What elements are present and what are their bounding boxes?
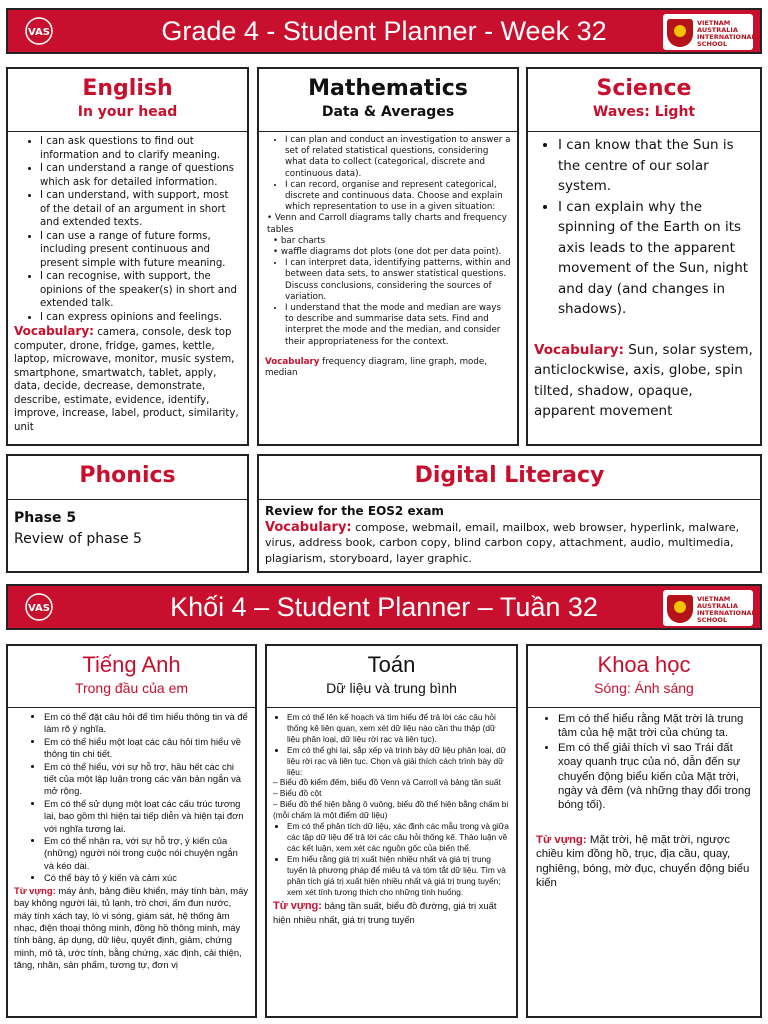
list-item: • I understand that the mode and median are ways to describe and summarise data sets. Find and interpret the mode and the median, and consider their appropriateness for the context. xyxy=(285,303,511,348)
list-item: • I can express opinions and feelings. xyxy=(40,311,241,325)
top-banner xyxy=(6,8,762,54)
science-vocab xyxy=(530,340,754,422)
digital-vocab xyxy=(265,520,754,567)
vocab-label: Từ vựng: xyxy=(14,884,56,896)
vocab-text: máy ảnh, bảng điều khiển, máy tính bàn, máy bay không người lái, tủ lạnh, trò chơi, ấm đun nước, máy tính xách tay, lò vi sóng, giám sát, hệ thống âm nhạc, điện thoại thông minh, đồng hồ thông minh, máy tính bảng, áp dụng, dữ liệu, quyết định, giảm, chứng minh, mô tả, ước tính, bằng chứng, xác định, cải thiện, tăng, nhãn, sản phẩm, tương tự, đơn vị xyxy=(14,884,249,971)
vocab-label: Vocabulary xyxy=(265,356,320,367)
vi-math-card xyxy=(265,644,518,1018)
list-item: • I can understand, with support, most of the detail of an argument in short and extended texts. xyxy=(40,189,241,230)
math-sub-item: • bar charts xyxy=(273,235,326,246)
english-vocab xyxy=(14,325,241,434)
vi-english-vocab xyxy=(14,885,249,972)
phonics-text: Review of phase 5 xyxy=(14,531,142,547)
digital-body xyxy=(259,500,760,566)
list-item: • Em có thể đặt câu hỏi để tìm hiểu thông tin và để làm rõ ý nghĩa. xyxy=(44,711,249,736)
vi-math-sub-item: – Biểu đồ kiểm đếm, biểu đồ Venn và Carroll và bảng tần suất xyxy=(273,777,501,788)
science-body xyxy=(528,132,760,422)
vi-english-subtitle: Trong đầu của em xyxy=(74,680,189,696)
phonics-header xyxy=(8,456,247,500)
crest-icon xyxy=(667,595,693,623)
vi-math-subtitle: Dữ liệu và trung bình xyxy=(326,680,457,696)
list-item: • Em có thể giải thích vì sao Trái đất xoay quanh trục của nó, dẫn đến sự chuyển động biểu kiến của Mặt trời, ngày và đêm (và những thay đổi trong bóng tối). xyxy=(558,741,754,813)
page-title: Grade 4 - Student Planner - Week 32 xyxy=(161,16,607,46)
english-list xyxy=(14,135,241,324)
math-list-2 xyxy=(265,258,511,348)
math-title: Mathematics xyxy=(308,76,468,101)
list-item: • I can record, organise and represent categorical, discrete and continuous data. Choose and explain which representation to use in a given situation: xyxy=(285,180,511,214)
list-item: • Em có thể phân tích dữ liệu, xác định các mẫu trong và giữa các tập dữ liệu để trả lời các câu hỏi thống kê. Thảo luận về các kết luận, xem xét các nguồn gốc của biến thể. xyxy=(287,821,510,854)
list-item: • I can know that the Sun is the centre of our solar system. xyxy=(558,135,754,197)
list-item: • I can understand a range of questions which ask for detailed information. xyxy=(40,162,241,189)
vi-math-list-2 xyxy=(273,821,510,897)
science-subtitle: Waves: Light xyxy=(592,104,696,120)
vocab-text: Mặt trời, hệ mặt trời, ngược chiều kim đồng hồ, trục, địa cầu, quay, nghiêng, bóng, mờ đục, chuyển động biểu kiến xyxy=(536,833,750,890)
vi-math-sub-item: – Biểu đồ thể hiện bằng ô vuông, biểu đồ thể hiện bằng chấm bi (mỗi chấm là một điểm dữ liệu) xyxy=(273,799,509,821)
list-item: • Em hiểu rằng giá trị xuất hiện nhiều nhất và giá trị trung tuyến là phương pháp để miêu tả và tóm tắt dữ liệu. Tìm và phân tích giá trị xuất hiện nhiều nhất và giá trị trung tuyến; xem xét tính tương thích cho những tình huống. xyxy=(287,854,510,898)
school-logo xyxy=(662,13,754,51)
vi-english-list xyxy=(14,711,249,885)
vocab-text: camera, console, desk top computer, drone, fridge, games, kettle, laptop, microwave, monitor, music system, smartphone, smartwatch, tablet, apply, data, decide, decrease, demonstrate, describe, estimate, evidence, identify, improve, increase, label, product, similarity, unit xyxy=(14,327,239,433)
digital-title: Digital Literacy xyxy=(414,463,605,488)
vi-math-body xyxy=(267,708,516,926)
list-item: • I can interpret data, identifying patterns, within and between data sets, to answer statistical questions. Discuss conclusions, considering the sources of variation. xyxy=(285,258,511,303)
list-item: • I can explain why the spinning of the Earth on its axis leads to the apparent movement of the Sun, night and day (and changes in shadows). xyxy=(558,197,754,320)
vi-science-body xyxy=(528,708,760,890)
vi-science-subtitle: Sóng: Ánh sáng xyxy=(594,680,694,696)
list-item: • I can recognise, with support, the opinions of the speaker(s) in short and extended talk. xyxy=(40,270,241,311)
vi-math-sub-item: – Biểu đồ cột xyxy=(273,788,322,799)
vi-math-title: Toán xyxy=(367,652,416,677)
math-sub-item: • waffle diagrams dot plots (one dot per data point). xyxy=(273,247,502,258)
vi-science-card xyxy=(526,644,762,1018)
vocab-text: Sun, solar system, anticlockwise, axis, globe, spin tilted, shadow, opaque, apparent movement xyxy=(534,341,753,419)
vi-math-vocab xyxy=(273,899,510,926)
science-card xyxy=(526,67,762,446)
english-header xyxy=(8,69,247,132)
digital-literacy-card xyxy=(257,454,762,573)
english-card xyxy=(6,67,249,446)
digital-header xyxy=(259,456,760,500)
list-item: • Em có thể sử dụng một loạt các cấu trúc tương lai, bao gồm thì hiện tại tiếp diễn và hiện tại đơn với nghĩa tương lai. xyxy=(44,798,249,835)
vocab-label: Từ vựng: xyxy=(536,833,587,846)
science-title: Science xyxy=(596,76,692,101)
crest-icon xyxy=(667,19,693,47)
list-item: • I can use a range of future forms, including present continuous and present simple with future meaning. xyxy=(40,230,241,271)
vocab-label: Vocabulary: xyxy=(534,341,624,358)
vocab-text: bảng tần suất, biểu đồ đường, giá trị xuất hiện nhiều nhất, giá trị trung tuyến xyxy=(273,900,497,926)
page-title-vi: Khối 4 – Student Planner – Tuần 32 xyxy=(170,592,598,622)
vocab-label: Vocabulary: xyxy=(265,519,352,535)
vi-science-list xyxy=(534,712,754,813)
school-name: VIETNAM AUSTRALIA INTERNATIONAL SCHOOL xyxy=(697,19,756,48)
vi-english-title: Tiếng Anh xyxy=(82,652,181,677)
digital-review: Review for the EOS2 exam xyxy=(265,504,444,518)
vi-science-header xyxy=(528,646,760,708)
vi-english-card xyxy=(6,644,257,1018)
math-card xyxy=(257,67,519,446)
vi-science-vocab xyxy=(534,833,754,891)
list-item: • Em có thể hiểu, với sự hỗ trợ, hầu hết các chi tiết của một lập luận trong các văn bản ngắn và mở rộng. xyxy=(44,761,249,798)
school-logo xyxy=(662,589,754,627)
svg-text:VAS: VAS xyxy=(27,27,51,38)
math-header xyxy=(259,69,517,132)
vi-science-title: Khoa học xyxy=(597,652,691,677)
vi-math-list xyxy=(273,712,510,777)
science-header xyxy=(528,69,760,132)
vocab-label: Từ vựng: xyxy=(273,900,322,913)
english-title: English xyxy=(82,76,173,101)
phonics-title: Phonics xyxy=(79,463,176,488)
phonics-phase: Phase 5 xyxy=(14,510,77,526)
list-item: • Em có thể lên kế hoạch và tìm hiểu để trả lời các câu hỏi thống kê liên quan, xem xét dữ liệu nào cần thu thập (dữ liệu phân loại, dữ liệu rời rạc và liên tục). xyxy=(287,712,510,745)
phonics-card xyxy=(6,454,249,573)
english-body xyxy=(8,132,247,434)
vi-english-body xyxy=(8,708,255,972)
math-subtitle: Data & Averages xyxy=(321,104,455,120)
math-sub-item: • Venn and Carroll diagrams tally charts and frequency tables xyxy=(267,213,507,235)
math-body xyxy=(259,132,517,379)
list-item: • Em có thể nhận ra, với sự hỗ trợ, ý kiến của (những) người nói trong cuộc nói chuyện ngắn và kéo dài. xyxy=(44,835,249,872)
bottom-banner xyxy=(6,584,762,630)
list-item: • Em có thể ghi lại, sắp xếp và trình bày dữ liệu phân loại, dữ liệu rời rạc và liên tục. Chọn và giải thích cách trình bày dữ liệu: xyxy=(287,745,510,778)
vocab-label: Vocabulary: xyxy=(14,324,94,338)
list-item: • Có thể bày tỏ ý kiến và cảm xúc xyxy=(44,872,249,884)
school-name: VIETNAM AUSTRALIA INTERNATIONAL SCHOOL xyxy=(697,595,756,624)
vocab-text: frequency diagram, line graph, mode, median xyxy=(265,356,487,379)
list-item: • Em có thể hiểu rằng Mặt trời là trung tâm của hệ mặt trời của chúng ta. xyxy=(558,712,754,741)
list-item: • Em có thể hiểu một loạt các câu hỏi tìm hiểu về thông tin chi tiết. xyxy=(44,736,249,761)
math-vocab xyxy=(265,357,511,379)
vocab-text: compose, webmail, email, mailbox, web browser, hyperlink, malware, virus, address book, carbon copy, blind carbon copy, attachment, audio, multimedia, plagiarism, storyboard, layer graphic. xyxy=(265,520,740,565)
english-subtitle: In your head xyxy=(77,104,178,120)
svg-text:VAS: VAS xyxy=(27,603,51,614)
list-item: • I can plan and conduct an investigation to answer a set of related statistical questions, considering what data to collect (categorical, discrete and continuous data). xyxy=(285,135,511,180)
science-list xyxy=(530,135,754,320)
math-list xyxy=(265,135,511,213)
phonics-body xyxy=(8,500,247,550)
vi-english-header xyxy=(8,646,255,708)
list-item: • I can ask questions to find out information and to clarify meaning. xyxy=(40,135,241,162)
vi-math-header xyxy=(267,646,516,708)
